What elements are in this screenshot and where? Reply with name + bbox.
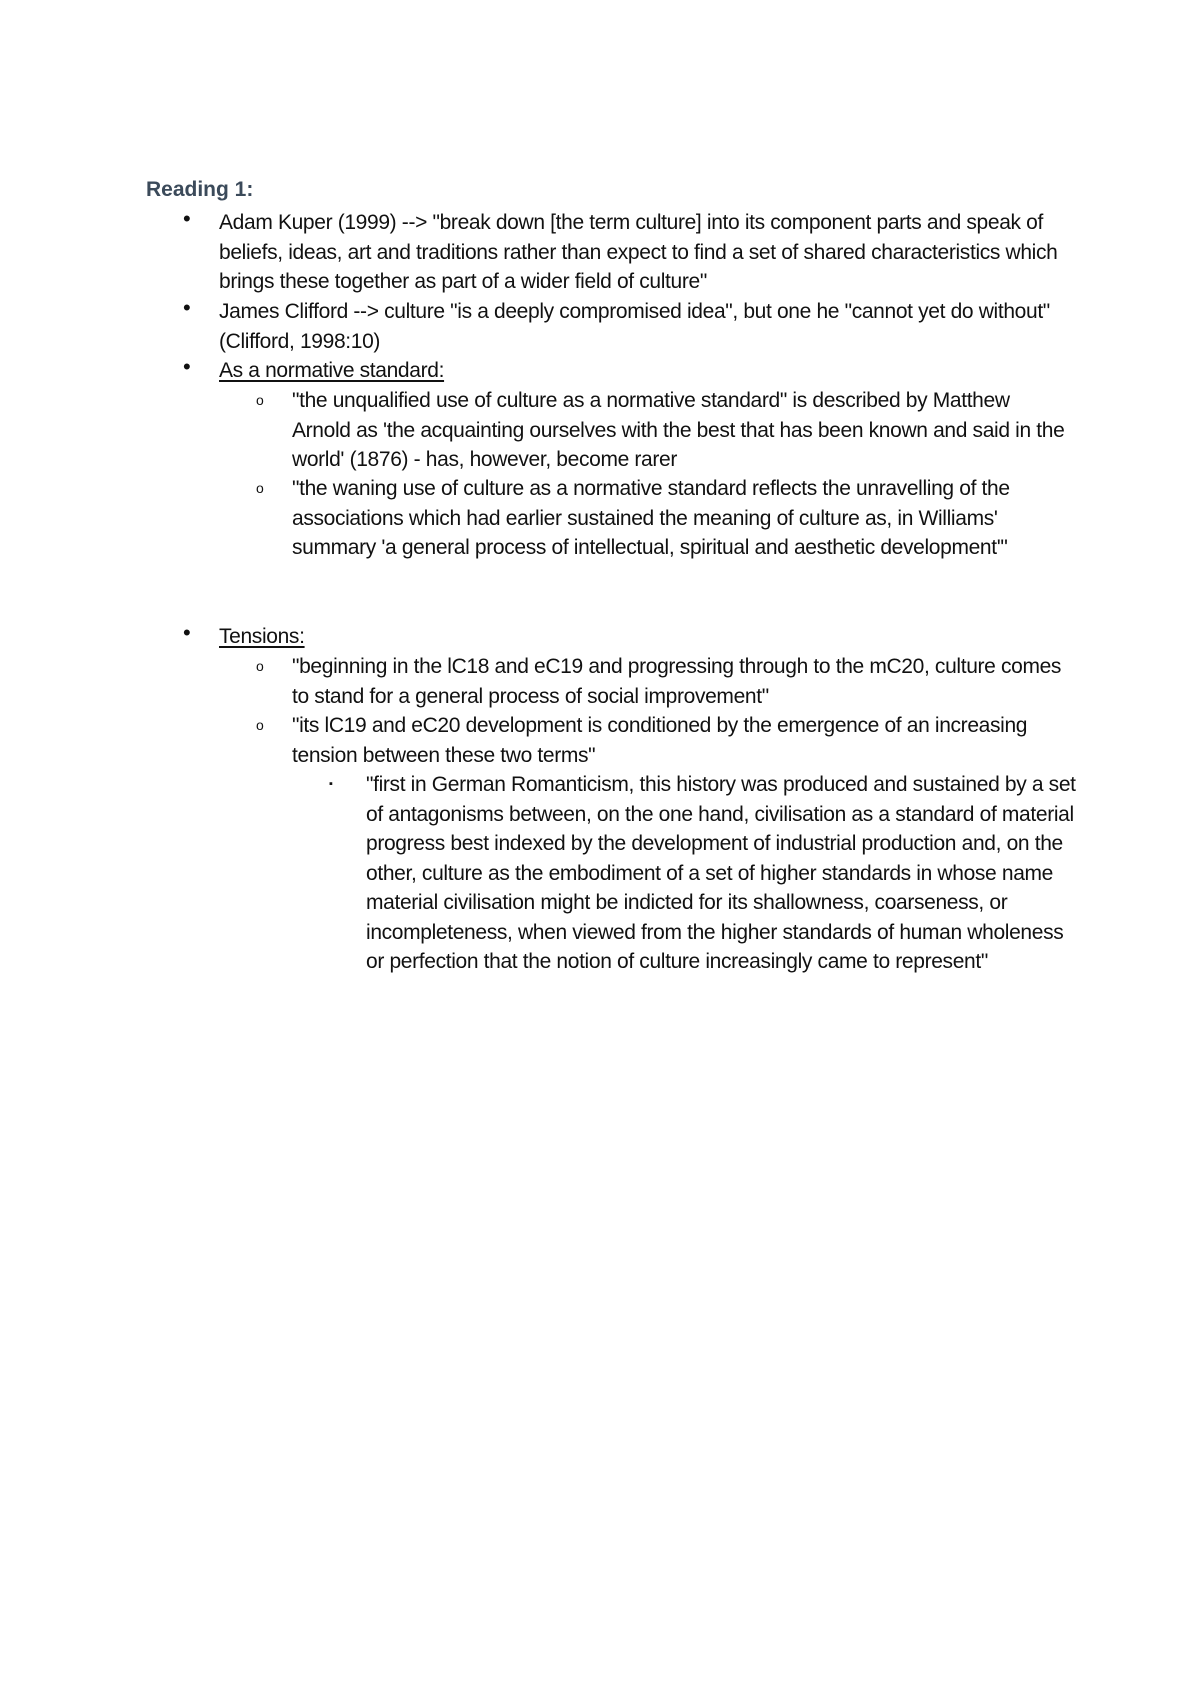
bullet-level1: • [183, 206, 191, 231]
list-item: "the unqualified use of culture as a normative standard" is described by Matthew Arnold as 'the acquainting ourselves with the best that has been known and said in the world' (1876) - has, however, become rarer [292, 389, 1065, 471]
bullet-level1: • [183, 354, 191, 379]
bullet-level1: • [183, 295, 191, 320]
list-item: "beginning in the lC18 and eC19 and progressing through to the mC20, culture comes to stand for a general process of social improvement" [292, 655, 1062, 708]
list-item: "its lC19 and eC20 development is conditioned by the emergence of an increasing tension between these two terms" [292, 714, 1028, 767]
section-label-tensions: Tensions: [219, 625, 305, 648]
bullet-level1: • [183, 620, 191, 645]
bullet-level2: o [256, 658, 264, 674]
list-item: James Clifford --> culture "is a deeply compromised idea", but one he "cannot yet do without" (Clifford, 1998:10) [219, 300, 1050, 353]
document-heading: Reading 1: [146, 178, 254, 201]
list-item: "first in German Romanticism, this history was produced and sustained by a set of antagonisms between, on the one hand, civilisation as a standard of material progress best indexed by the development of industrial production and, on the other, culture as the embodiment of a set of higher standards in whose name material civilisation might be indicted for its shallowness, coarseness, or incompleteness, when viewed from the higher standards of human wholeness or perfection that the notion of culture increasingly came to represent" [366, 773, 1076, 973]
list-item: Adam Kuper (1999) --> "break down [the term culture] into its component parts and speak of beliefs, ideas, art and traditions rather than expect to find a set of shared characteristics which brings these together as part of a wider field of culture" [219, 211, 1058, 293]
bullet-level2: o [256, 717, 264, 733]
bullet-level3: ▪ [329, 778, 333, 790]
bullet-level2: o [256, 392, 264, 408]
bullet-level2: o [256, 480, 264, 496]
list-item: "the waning use of culture as a normative standard reflects the unravelling of the associations which had earlier sustained the meaning of culture as, in Williams' summary 'a general process of intellectual, spiritual and aesthetic development'" [292, 477, 1010, 559]
section-label-normative-standard: As a normative standard: [219, 359, 445, 382]
